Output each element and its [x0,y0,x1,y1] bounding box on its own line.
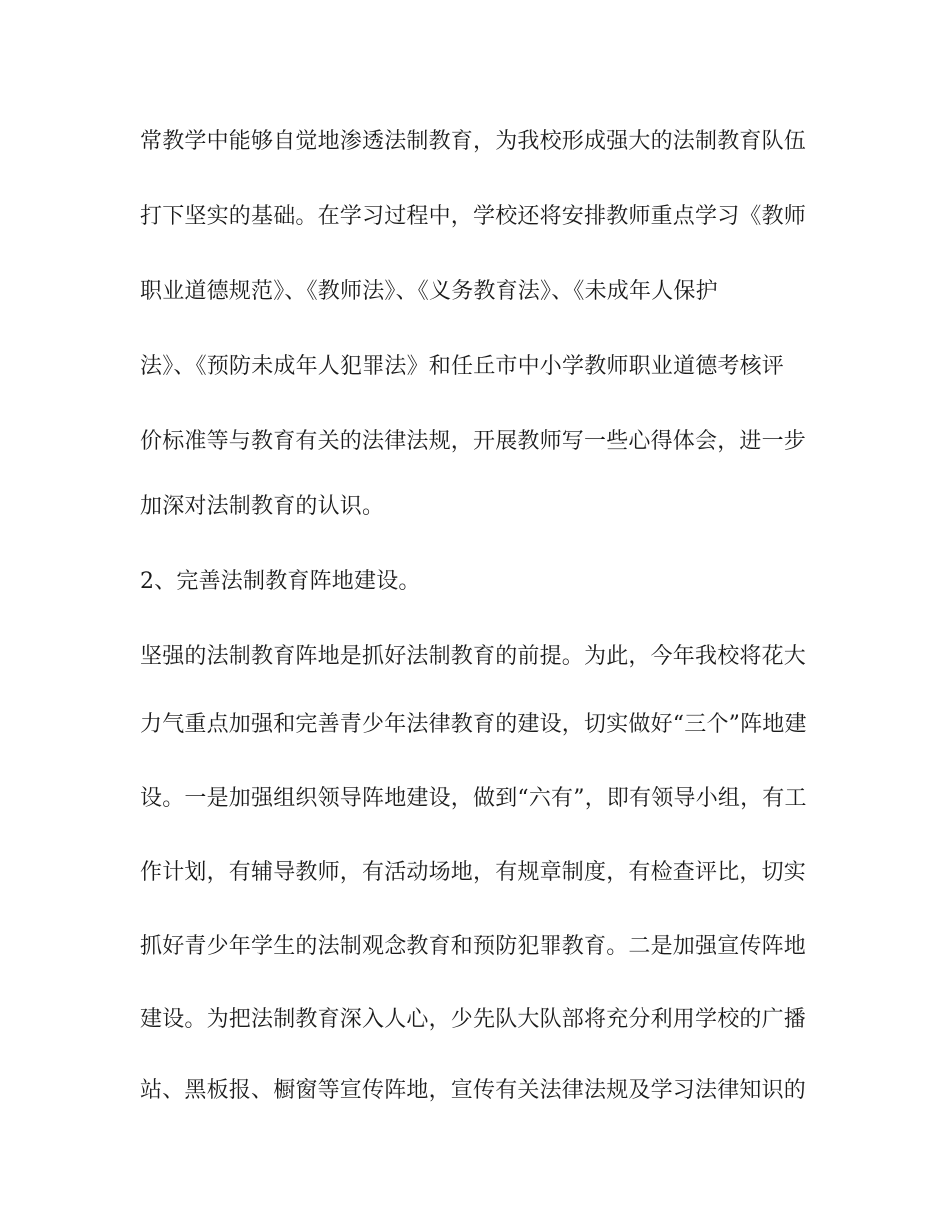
text-line-14: 站、黑板报、橱窗等宣传阵地，宣传有关法律法规及学习法律知识的 [140,1078,807,1103]
text-line-8: 坚强的法制教育阵地是抓好法制教育的前提。为此，今年我校将花大 [140,644,807,669]
text-line-10: 设。一是加强组织领导阵地建设，做到“六有”，即有领导小组，有工 [140,786,807,811]
text-line-12: 抓好青少年学生的法制观念教育和预防犯罪教育。二是加强宣传阵地 [140,934,807,959]
text-line-3: 职业道德规范》、《教师法》、《义务教育法》、《未成年人保护 [140,279,718,304]
text-line-2: 打下坚实的基础。在学习过程中，学校还将安排教师重点学习《教师 [140,204,807,229]
text-line-6: 加深对法制教育的认识。 [140,494,385,519]
text-line-5: 价标准等与教育有关的法律法规，开展教师写一些心得体会，进一步 [140,429,807,454]
text-line-9: 力气重点加强和完善青少年法律教育的建设，切实做好“三个”阵地建 [140,712,807,737]
text-line-13: 建设。为把法制教育深入人心，少先队大队部将充分利用学校的广播 [140,1007,807,1032]
section-heading: 2、完善法制教育阵地建设。 [140,569,421,594]
text-line-4: 法》、《预防未成年人犯罪法》和任丘市中小学教师职业道德考核评 [140,354,785,379]
text-line-1: 常教学中能够自觉地渗透法制教育，为我校形成强大的法制教育队伍 [140,129,807,154]
text-line-11: 作计划，有辅导教师，有活动场地，有规章制度，有检查评比，切实 [140,860,807,885]
